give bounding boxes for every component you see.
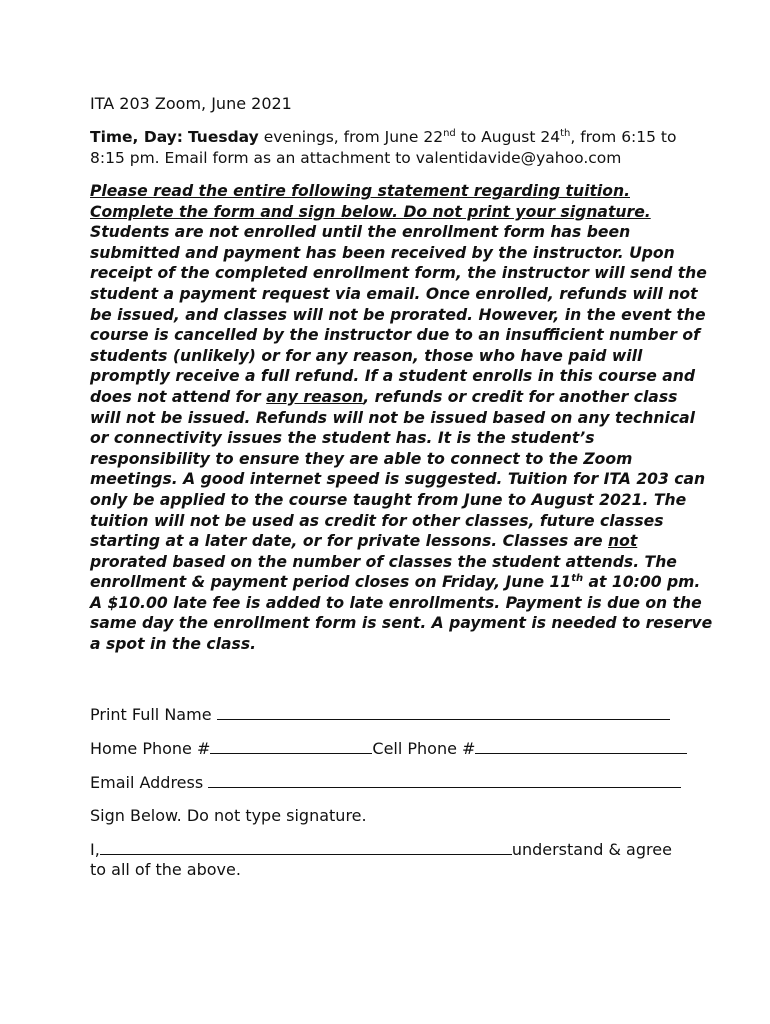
- tuition-statement: [90, 181, 713, 655]
- cell-phone-field[interactable]: [475, 737, 687, 754]
- statement-line: tuition will not be used as credit for other classes, future classes: [90, 511, 664, 530]
- time-day-label: Time, Day:: [90, 128, 183, 146]
- statement-line: only be applied to the course taught from June to August 2021. The: [90, 490, 687, 509]
- full-name-label: Print Full Name: [90, 705, 217, 724]
- statement-line: a spot in the class.: [90, 635, 257, 654]
- statement-text: at 10:00 pm.: [583, 573, 701, 592]
- statement-text: does not attend for: [90, 387, 267, 406]
- statement-line: prorated based on the number of classes the student attends. The: [90, 552, 677, 571]
- agree-prefix: I,: [90, 840, 100, 859]
- statement-line: A $10.00 late fee is added to late enrollments. Payment is due on the: [90, 593, 702, 612]
- statement-line: or connectivity issues the student has. It is the student’s: [90, 429, 595, 448]
- statement-line-deadline: [90, 572, 701, 593]
- any-reason-emphasis: any reason: [266, 387, 364, 406]
- full-name-field[interactable]: [217, 703, 670, 720]
- agree-suffix: understand & agree: [511, 840, 672, 859]
- statement-text: , refunds or credit for another class: [363, 387, 678, 406]
- class-schedule: [90, 127, 690, 169]
- phone-row: [90, 737, 687, 760]
- statement-line: students (unlikely) or for any reason, those who have paid will: [90, 346, 643, 365]
- statement-line: student a payment request via email. Once enrolled, refunds will not: [90, 284, 698, 303]
- statement-text: starting at a later date, or for private lessons. Classes are: [90, 532, 608, 551]
- not-emphasis: not: [608, 532, 638, 551]
- statement-line: Students are not enrolled until the enrollment form has been: [90, 223, 631, 242]
- cell-phone-label: Cell Phone #: [372, 739, 476, 758]
- schedule-text-3: , from 6:15 to: [570, 128, 677, 146]
- statement-line: receipt of the completed enrollment form, the instructor will send the: [90, 264, 707, 283]
- home-phone-field[interactable]: [210, 737, 372, 754]
- sign-instruction: Sign Below. Do not type signature.: [90, 806, 367, 825]
- statement-line: same day the enrollment form is sent. A payment is needed to reserve: [90, 614, 713, 633]
- statement-text: enrollment & payment period closes on Friday, June 11: [90, 573, 572, 592]
- statement-line: be issued, and classes will not be prorated. However, in the event the: [90, 305, 706, 324]
- email-row: [90, 771, 681, 794]
- statement-line: submitted and payment has been received by the instructor. Upon: [90, 243, 675, 262]
- document-title: ITA 203 Zoom, June 2021: [90, 94, 292, 113]
- signature-field[interactable]: [100, 838, 512, 855]
- signature-row: [90, 838, 672, 861]
- day-value: Tuesday: [187, 128, 259, 146]
- statement-heading-2: Complete the form and sign below. Do not print your signature.: [90, 202, 651, 221]
- schedule-text-2: to August 24: [455, 128, 561, 146]
- full-name-row: [90, 703, 670, 726]
- home-phone-label: Home Phone #: [90, 739, 211, 758]
- schedule-sup-2: th: [560, 127, 571, 139]
- schedule-sup-1: nd: [443, 127, 456, 139]
- schedule-line-2: 8:15 pm. Email form as an attachment to valentidavide@yahoo.com: [90, 149, 622, 167]
- statement-line-not: [90, 531, 690, 552]
- email-label: Email Address: [90, 773, 209, 792]
- statement-line: meetings. A good internet speed is suggested. Tuition for ITA 203 can: [90, 470, 706, 489]
- statement-heading-1: Please read the entire following statement regarding tuition.: [90, 182, 630, 200]
- statement-line: responsibility to ensure they are able to connect to the Zoom: [90, 449, 633, 468]
- deadline-sup: th: [571, 573, 584, 585]
- statement-line-any-reason: [90, 387, 690, 408]
- agree-line-2: to all of the above.: [90, 860, 241, 879]
- statement-line: will not be issued. Refunds will not be issued based on any technical: [90, 408, 695, 427]
- schedule-text-1: evenings, from June 22: [258, 128, 444, 146]
- statement-line: course is cancelled by the instructor due to an insufficient number of: [90, 326, 700, 345]
- email-field[interactable]: [208, 771, 681, 788]
- statement-line: promptly receive a full refund. If a student enrolls in this course and: [90, 367, 696, 386]
